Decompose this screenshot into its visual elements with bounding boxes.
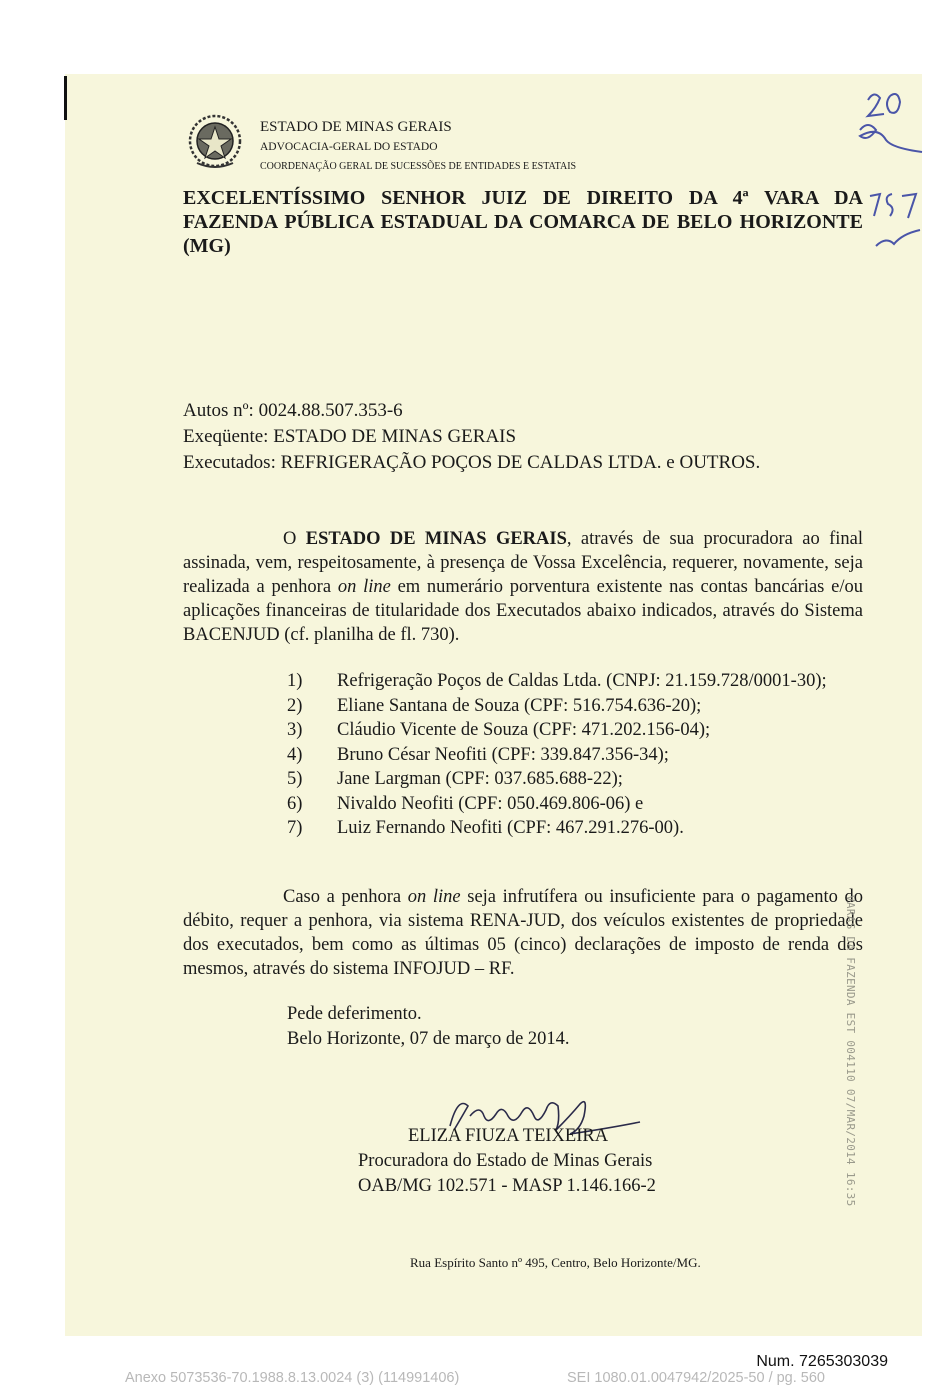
subsidiary-request-paragraph: Caso a penhora on line seja infrutífera ou insuficiente para o pagamento do débito, requer a penhora, via sistema RENA-JUD, dos veículos existentes de propriedade dos executados, bem como as últimas 05 (cinco) declarações de imposto de renda dos mesmos, através do sistema INFOJUD – RF. (183, 887, 864, 979)
scan-edge-mark (64, 76, 67, 120)
party-name: ESTADO DE MINAS GERAIS (305, 529, 567, 549)
coat-of-arms-icon (187, 113, 243, 173)
list-item: 4) Bruno César Neofiti (CPF: 339.847.356-34); (287, 744, 669, 765)
list-item: 7) Luiz Fernando Neofiti (CPF: 467.291.276-00). (287, 818, 684, 838)
protocol-stamp: VARAS DA FAZENDA EST 004110 07/MAR/2014 16:35 (844, 895, 857, 1207)
list-item: 3) Cláudio Vicente de Souza (CPF: 471.202.156-04); (287, 720, 711, 740)
document-number: Num. 7265303039 (756, 1353, 888, 1370)
page-watermark (125, 1370, 825, 1386)
header-state: ESTADO DE MINAS GERAIS (260, 119, 452, 135)
signer-block (358, 1124, 656, 1199)
signer-name: ELIZA FIUZA TEIXEIRA (408, 1126, 609, 1146)
signer-role: Procuradora do Estado de Minas Gerais (358, 1151, 653, 1171)
case-exequente: Exeqüente: ESTADO DE MINAS GERAIS (183, 426, 517, 447)
request-paragraph: O ESTADO DE MINAS GERAIS, através de sua procuradora ao final assinada, vem, respeitosamente, à presença de Vossa Excelência, requerer, novamente, seja realizada a penhora on line em numerário porventura existente nas contas bancárias e/ou aplicações financeiras de titularidade dos Executados abaixo indicados, através do Sistema BACENJUD (cf. planilha de fl. 730). (183, 529, 863, 645)
watermark-annex: Anexo 5073536-70.1988.8.13.0024 (3) (114991406) (125, 1370, 460, 1386)
header-coordination: COORDENAÇÃO GERAL DE SUCESSÕES DE ENTIDADES E ESTATAIS (260, 161, 577, 172)
list-item: 2) Eliane Santana de Souza (CPF: 516.754.636-20); (287, 695, 702, 716)
signer-registration: OAB/MG 102.571 - MASP 1.146.166-2 (358, 1176, 656, 1196)
footer-address: Rua Espírito Santo nº 495, Centro, Belo Horizonte/MG. (410, 1255, 701, 1270)
addressee-heading: EXCELENTÍSSIMO SENHOR JUIZ DE DIREITO DA 4ª VARA DA FAZENDA PÚBLICA ESTADUAL DA COMARCA DE BELO HORIZONTE (MG) (183, 187, 863, 257)
executados-list (287, 669, 865, 841)
handwritten-page-number (838, 86, 924, 162)
header-agency: ADVOCACIA-GERAL DO ESTADO (260, 141, 438, 153)
case-number: Autos nº: 0024.88.507.353-6 (183, 400, 403, 421)
handwritten-folio (866, 186, 926, 256)
closing-request: Pede deferimento. (287, 1004, 422, 1024)
watermark-sei: SEI 1080.01.0047942/2025-50 / pg. 560 (567, 1370, 825, 1386)
case-executados: Executados: REFRIGERAÇÃO POÇOS DE CALDAS LTDA. e OUTROS. (183, 452, 761, 473)
place-date: Belo Horizonte, 07 de março de 2014. (287, 1029, 570, 1049)
closing-block (287, 1002, 570, 1052)
list-item: 1) Refrigeração Poços de Caldas Ltda. (CNPJ: 21.159.728/0001-30); (287, 671, 827, 691)
list-item: 6) Nivaldo Neofiti (CPF: 050.469.806-06) e (287, 793, 644, 814)
case-details (183, 398, 760, 476)
list-item: 5) Jane Largman (CPF: 037.685.688-22); (287, 769, 623, 789)
